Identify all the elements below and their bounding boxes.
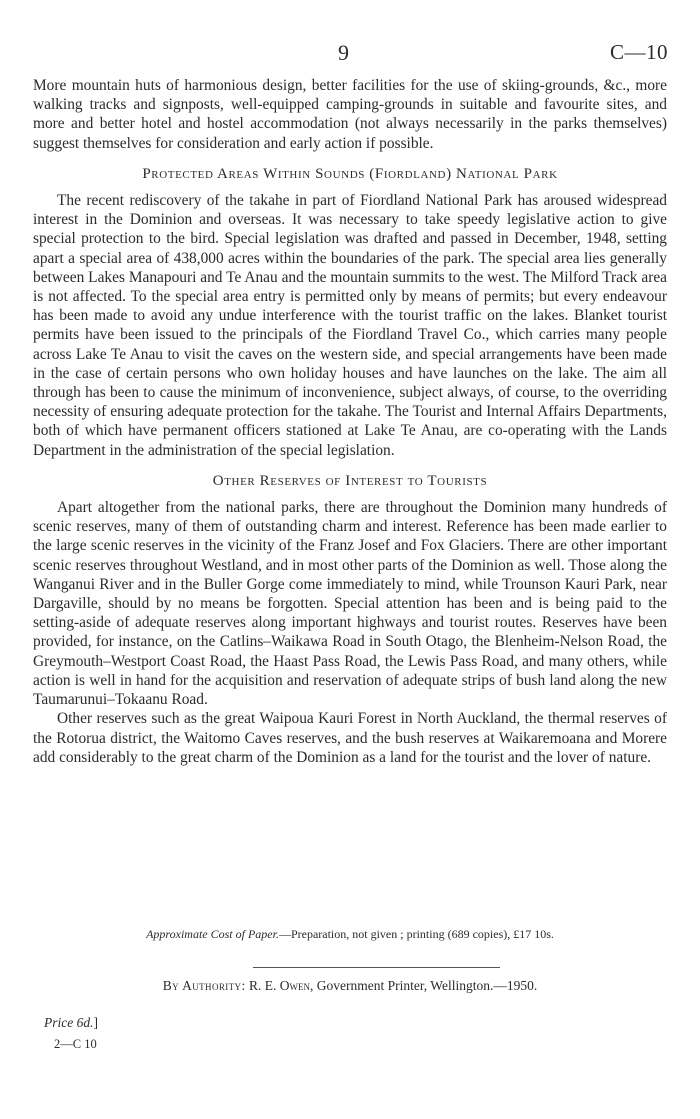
section-heading-other-reserves: Other Reserves of Interest to Tourists xyxy=(212,472,488,489)
page-number: 9 xyxy=(338,40,349,65)
cost-of-paper-label: Approximate Cost of Paper. xyxy=(146,927,279,941)
paragraph-takahe: The recent rediscovery of the takahe in part of Fiordland National Park has aroused widespread interest in the Dominion and overseas. It was necessary to take speedy legislative action to give special protection to the bird. Special legislation was drafted and passed in December, 1948, setting apart a special area of 438,000 acres within the boundaries of the park. The special area lies generally between Lakes Manapouri and Te Anau and the mountain summits to the west. The Milford Track area is not affected. To the special area entry is permitted only by means of permits; but every endeavour has been made to avoid any undue interference with the tourist traffic on the lakes. Blanket tourist permits have been issued to the principals of the Fiordland Travel Co., which carries many people across Lake Te Anau to visit the caves on the western side, and special arrangements have been made in the case of certain persons who own holiday houses and have launches on the lake. The aim all through has been to cause the minimum of inconvenience, subject always, of course, to the overriding necessity of ensuring adequate protection for the takahe. The Tourist and Internal Affairs Departments, both of which have permanent officers stationed at Lake Te Anau, are co-operating with the Lands Department in the administration of the special legislation. xyxy=(33,192,667,459)
price-bracket: ] xyxy=(93,1015,98,1030)
paragraph-scenic-reserves: Apart altogether from the national parks, there are throughout the Dominion many hundreds of scenic reserves, many of them of outstanding charm and interest. Reference has been made earlier to the large scenic reserves in the vicinity of the Franz Josef and Fox Glaciers. There are other important scenic reserves throughout Westland, and in most other parts of the Dominion as well. Those along the Wanganui River and in the Buller Gorge come immediately to mind, while Trounson Kauri Park, near Dargaville, should by no means be forgotten. Special attention has been and is being paid to the setting-aside of adequate reserves along important highways and tourist routes. Reserves have been provided, for instance, on the Catlins–Waikawa Road in South Otago, the Blenheim-Nelson Road, the Greymouth–Westport Coast Road, the Haast Pass Road, the Lewis Pass Road, and many others, while action is well in hand for the acquisition and reservation of adequate strips of bush land along the new Taumarunui–Tokaanu Road. xyxy=(33,499,667,709)
printer-authority xyxy=(0,978,700,994)
footer-document-code: 2—C 10 xyxy=(54,1037,97,1051)
price-note xyxy=(44,1015,98,1031)
paragraph-other-reserves: Other reserves such as the great Waipoua Kauri Forest in North Auckland, the thermal reserves of the Rotorua district, the Waitomo Caves reserves, and the bush reserves at Waikaremoana and Morere add considerably to the great charm of the Dominion as a land for the tourist and the lover of nature. xyxy=(33,710,667,766)
paragraph-huts: More mountain huts of harmonious design, better facilities for the use of skiing-grounds, &c., more walking tracks and signposts, well-equipped camping-grounds in suitable and favourite sites, and more and better hotel and hostel accommodation (not always necessarily in the parks themselves) suggest themselves for consideration and early action if possible. xyxy=(33,77,667,152)
cost-of-paper-note xyxy=(0,927,700,942)
printer-name: R. E. Owen xyxy=(248,978,310,993)
printer-details: , Government Printer, Wellington.—1950. xyxy=(309,978,538,993)
authority-label: By Authority: xyxy=(162,978,246,993)
section-heading-protected-areas: Protected Areas Within Sounds (Fiordland) National Park xyxy=(142,165,558,182)
price-text: Price 6d. xyxy=(44,1015,94,1030)
divider-rule xyxy=(253,967,500,968)
page-header xyxy=(0,40,700,66)
cost-of-paper-text: —Preparation, not given ; printing (689 copies), £17 10s. xyxy=(278,927,554,941)
document-code: C—10 xyxy=(609,40,668,64)
body-text xyxy=(33,76,667,767)
